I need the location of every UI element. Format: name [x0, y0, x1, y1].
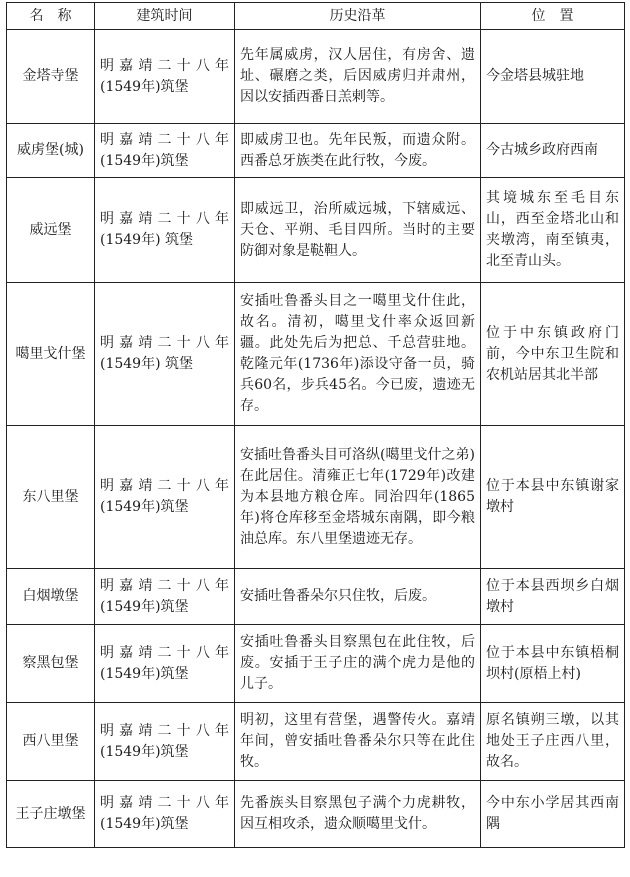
fort-name: 威虏堡(城)	[7, 124, 95, 178]
build-time: 明嘉靖二十八年(1549年)筑堡	[95, 625, 235, 703]
fort-name: 东八里堡	[7, 426, 95, 569]
fort-name: 威远堡	[7, 178, 95, 283]
build-time: 明嘉靖二十八年(1549年)筑堡	[95, 124, 235, 178]
location-text: 位于本县西坝乡白烟墩村	[481, 569, 625, 625]
fort-name: 西八里堡	[7, 703, 95, 781]
fortress-table	[6, 2, 625, 848]
location-text: 原名镇朔三墩，以其地处王子庄西八里，故名。	[481, 703, 625, 781]
header-history: 历史沿革	[235, 3, 481, 30]
table-row	[7, 178, 625, 283]
build-time: 明嘉靖二十八年(1549年)筑堡	[95, 569, 235, 625]
build-time: 明嘉靖二十八年(1549年) 筑堡	[95, 283, 235, 426]
table-row	[7, 426, 625, 569]
history-text: 安插吐鲁番头目之一噶里戈什住此，故名。清初，噶里戈什率众返回新疆。此处先后为把总、千总营驻地。乾隆元年(1736年)添设守备一员，骑兵60名，步兵45名。今已废，遗迹无存。	[235, 283, 481, 426]
build-time: 明嘉靖二十八年(1549年)筑堡	[95, 703, 235, 781]
history-text: 即威虏卫也。先年民叛，而遗众附。西番总牙族类在此行牧，今废。	[235, 124, 481, 178]
fort-name: 金塔寺堡	[7, 30, 95, 124]
table-header-row	[7, 3, 625, 30]
table-row	[7, 703, 625, 781]
fort-name: 噶里戈什堡	[7, 283, 95, 426]
history-text: 安插吐鲁番头目察黑包在此住牧，后废。安插于王子庄的满个虎力是他的儿子。	[235, 625, 481, 703]
history-text: 先番族头目察黑包子满个力虎耕牧，因互相攻杀，遗众顺噶里戈什。	[235, 781, 481, 848]
table-row	[7, 781, 625, 848]
fort-name: 白烟墩堡	[7, 569, 95, 625]
table-row	[7, 569, 625, 625]
location-text: 位于本县中东镇梧桐坝村(原梧上村)	[481, 625, 625, 703]
table-row	[7, 30, 625, 124]
header-location: 位 置	[481, 3, 625, 30]
location-text: 今金塔县城驻地	[481, 30, 625, 124]
history-text: 即威远卫，治所威远城，下辖威远、天仓、平朔、毛目四所。当时的主要防御对象是鞑靼人。	[235, 178, 481, 283]
history-text: 明初，这里有营堡，遇警传火。嘉靖年间，曾安插吐鲁番朵尔只等在此住牧。	[235, 703, 481, 781]
build-time: 明嘉靖二十八年(1549年) 筑堡	[95, 178, 235, 283]
location-text: 其境城东至毛目东山，西至金塔北山和夹墩湾，南至镇夷，北至青山头。	[481, 178, 625, 283]
build-time: 明嘉靖二十八年(1549年)筑堡	[95, 781, 235, 848]
location-text: 位于中东镇政府门前，今中东卫生院和农机站居其北半部	[481, 283, 625, 426]
history-text: 先年属威虏，汉人居住，有房舍、遗址、碾磨之类，后因威虏归并肃州，因以安插西番日羔剌等。	[235, 30, 481, 124]
location-text: 今中东小学居其西南隅	[481, 781, 625, 848]
location-text: 位于本县中东镇谢家墩村	[481, 426, 625, 569]
history-text: 安插吐鲁番朵尔只住牧，后废。	[235, 569, 481, 625]
history-text: 安插吐鲁番头目可洛纵(噶里戈什之弟)在此居住。清雍正七年(1729年)改建为本县地方粮仓库。同治四年(1865年)将仓库移至金塔城东南隅，即今粮油总库。东八里堡遗迹无存。	[235, 426, 481, 569]
header-time: 建筑时间	[95, 3, 235, 30]
header-name: 名 称	[7, 3, 95, 30]
build-time: 明嘉靖二十八年(1549年)筑堡	[95, 426, 235, 569]
fort-name: 王子庄墩堡	[7, 781, 95, 848]
table-row	[7, 124, 625, 178]
table-row	[7, 283, 625, 426]
location-text: 今古城乡政府西南	[481, 124, 625, 178]
table-row	[7, 625, 625, 703]
fort-name: 察黑包堡	[7, 625, 95, 703]
build-time: 明嘉靖二十八年(1549年)筑堡	[95, 30, 235, 124]
